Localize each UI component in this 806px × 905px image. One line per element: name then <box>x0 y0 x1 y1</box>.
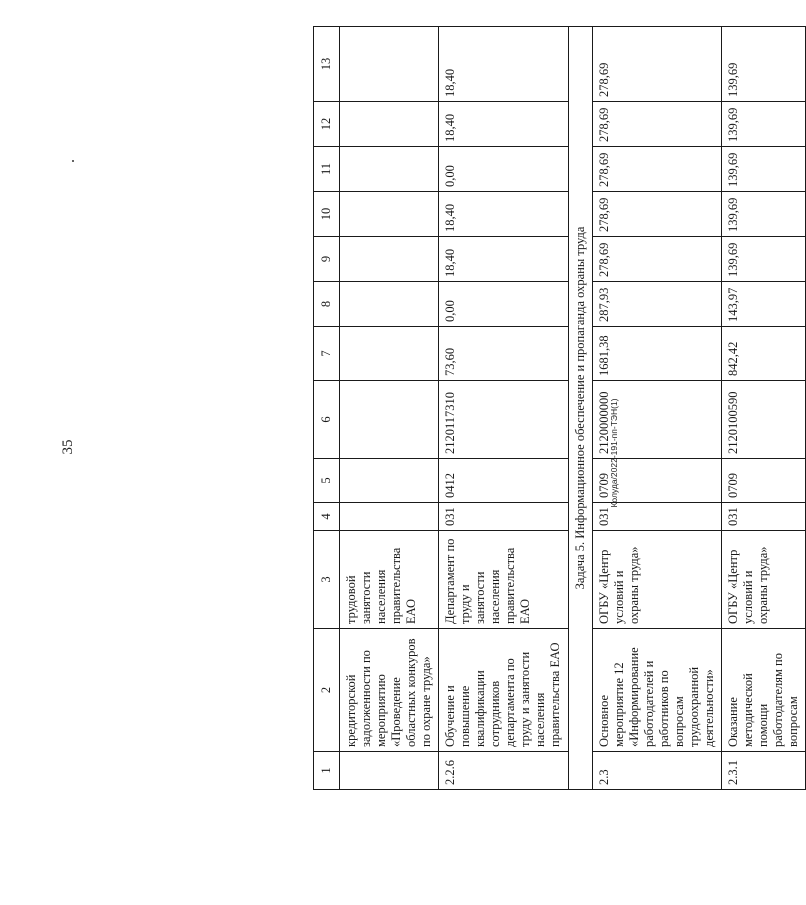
amount-cell: 278,69 <box>593 237 722 282</box>
executor-cell: Департамент по труду и занятости населения правительства ЕАО <box>439 531 569 629</box>
target-article-cell: 2120000000 <box>593 381 722 459</box>
page-number: 35 <box>60 439 76 455</box>
header-cell: 13 <box>314 27 340 102</box>
header-cell: 3 <box>314 531 340 629</box>
row-number-cell: 2.2.6 <box>439 752 569 790</box>
program-table-container <box>313 27 800 790</box>
table-row <box>722 27 806 790</box>
amount-cell: 287,93 <box>593 282 722 327</box>
header-cell: 9 <box>314 237 340 282</box>
target-article-cell: 2120117310 <box>439 381 569 459</box>
amount-cell <box>340 192 439 237</box>
amount-cell <box>340 147 439 192</box>
header-cell: 2 <box>314 629 340 752</box>
amount-cell: 139,69 <box>722 27 806 102</box>
amount-cell: 18,40 <box>439 102 569 147</box>
amount-cell: 143,97 <box>722 282 806 327</box>
header-cell: 11 <box>314 147 340 192</box>
executor-cell: ОГБУ «Центр условий и охраны труда» <box>593 531 722 629</box>
section-code-cell: 0709 <box>722 459 806 503</box>
executor-cell: ОГБУ «Центр условий и охраны труда» <box>722 531 806 629</box>
amount-cell <box>340 282 439 327</box>
amount-cell: 18,40 <box>439 237 569 282</box>
header-cell: 7 <box>314 327 340 381</box>
amount-cell: 139,69 <box>722 102 806 147</box>
ministry-code-cell: 031 <box>439 503 569 531</box>
amount-cell: 18,40 <box>439 192 569 237</box>
amount-cell <box>340 27 439 102</box>
section-code-cell: 0412 <box>439 459 569 503</box>
amount-cell: 278,69 <box>593 102 722 147</box>
amount-cell <box>340 327 439 381</box>
header-cell: 5 <box>314 459 340 503</box>
task-title: Задача 5. Информационное обеспечение и пропаганда охраны труда <box>569 27 593 790</box>
activity-name-cell: Основное мероприятие 12 «Информирование работодателей и работников по вопросам трудоохранной деятельности» <box>593 629 722 752</box>
table-row <box>439 27 569 790</box>
amount-cell: 73,60 <box>439 327 569 381</box>
header-cell: 6 <box>314 381 340 459</box>
header-cell: 8 <box>314 282 340 327</box>
amount-cell: 1681,38 <box>593 327 722 381</box>
scan-dot <box>72 160 74 162</box>
target-article-cell <box>340 381 439 459</box>
row-number-cell: 2.3 <box>593 752 722 790</box>
header-cell: 12 <box>314 102 340 147</box>
ministry-code-cell: 031 <box>593 503 722 531</box>
row-number-cell: 2.3.1 <box>722 752 806 790</box>
executor-cell: трудовой занятости населения правительства ЕАО <box>340 531 439 629</box>
activity-name-cell: кредиторской задолженности по мероприятию «Проведение областных конкуров по охране труда» <box>340 629 439 752</box>
amount-cell: 139,69 <box>722 237 806 282</box>
section-code-cell: 0709 <box>593 459 722 503</box>
ministry-code-cell <box>340 503 439 531</box>
header-cell: 10 <box>314 192 340 237</box>
amount-cell: 842,42 <box>722 327 806 381</box>
amount-cell: 18,40 <box>439 27 569 102</box>
row-number-cell <box>340 752 439 790</box>
table-row <box>593 27 722 790</box>
header-row <box>314 27 340 790</box>
amount-cell: 278,69 <box>593 192 722 237</box>
program-activities-table <box>313 26 806 790</box>
section-code-cell <box>340 459 439 503</box>
task-row <box>569 27 593 790</box>
amount-cell: 278,69 <box>593 27 722 102</box>
activity-name-cell: Оказание методической помощи работодателям по вопросам <box>722 629 806 752</box>
amount-cell: 0,00 <box>439 282 569 327</box>
amount-cell: 139,69 <box>722 147 806 192</box>
activity-name-cell: Обучение и повышение квалификации сотрудников департамента по труду и занятости населения правительства ЕАО <box>439 629 569 752</box>
header-cell: 4 <box>314 503 340 531</box>
header-cell: 1 <box>314 752 340 790</box>
target-article-cell: 2120100590 <box>722 381 806 459</box>
amount-cell: 278,69 <box>593 147 722 192</box>
amount-cell <box>340 237 439 282</box>
table-row <box>340 27 439 790</box>
document-code: Колуда/2022-191-пп-ТЭН(1) <box>609 398 619 508</box>
amount-cell: 139,69 <box>722 192 806 237</box>
amount-cell <box>340 102 439 147</box>
ministry-code-cell: 031 <box>722 503 806 531</box>
amount-cell: 0,00 <box>439 147 569 192</box>
